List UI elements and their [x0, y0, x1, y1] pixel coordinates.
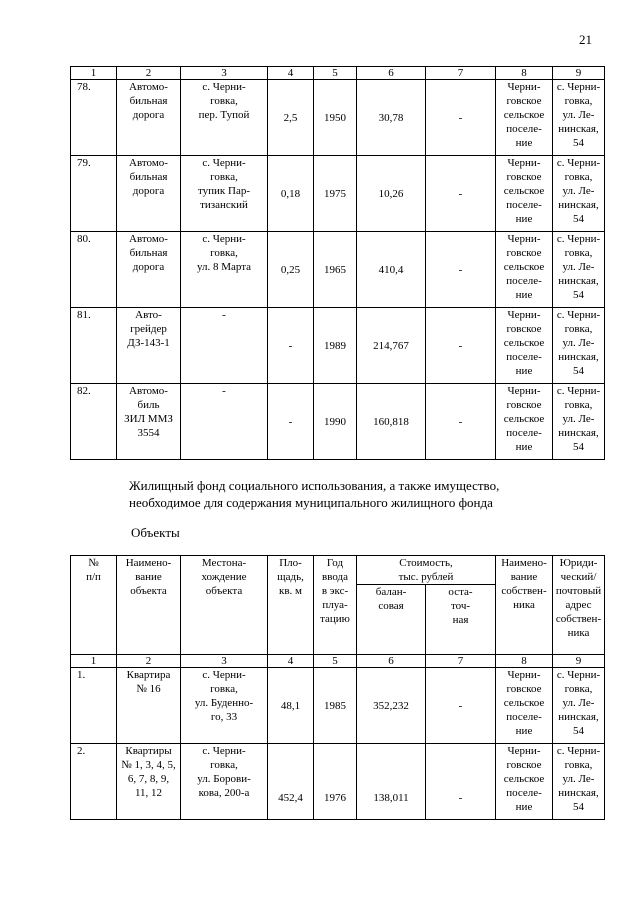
page-number: 21 — [579, 32, 592, 47]
owner-address: с. Черни- говка, ул. Ле- нинская, 54 — [553, 384, 605, 460]
header-object-name: Наимено- вание объекта — [117, 556, 181, 655]
object-year: 1975 — [314, 156, 357, 232]
object-location: с. Черни- говка, ул. Буденно- го, 33 — [181, 668, 268, 744]
column-index: 6 — [357, 655, 426, 668]
balance-cost: 10,26 — [357, 156, 426, 232]
balance-cost: 160,818 — [357, 384, 426, 460]
table-row — [71, 308, 605, 384]
residual-cost: - — [426, 668, 496, 744]
object-area: - — [268, 308, 314, 384]
row-number: 82. — [71, 384, 117, 460]
object-location: с. Черни- говка, ул. Борови- кова, 200-а — [181, 744, 268, 820]
owner-address: с. Черни- говка, ул. Ле- нинская, 54 — [553, 308, 605, 384]
column-index: 3 — [181, 655, 268, 668]
column-index: 2 — [117, 67, 181, 80]
object-name: Автомо- бильная дорога — [117, 156, 181, 232]
column-index-row — [71, 67, 605, 80]
residual-cost: - — [426, 156, 496, 232]
owner-name: Черни- говское сельское поселе- ние — [496, 384, 553, 460]
row-number: 78. — [71, 80, 117, 156]
object-year: 1985 — [314, 668, 357, 744]
object-area: - — [268, 384, 314, 460]
object-area: 452,4 — [268, 744, 314, 820]
object-year: 1965 — [314, 232, 357, 308]
object-area: 0,18 — [268, 156, 314, 232]
header-cost: Стоимость, тыс. рублей — [357, 556, 496, 585]
residual-cost: - — [426, 744, 496, 820]
owner-name: Черни- говское сельское поселе- ние — [496, 668, 553, 744]
object-name: Автомо- бильная дорога — [117, 232, 181, 308]
column-index: 4 — [268, 67, 314, 80]
residual-cost: - — [426, 384, 496, 460]
object-location: - — [181, 384, 268, 460]
balance-cost: 30,78 — [357, 80, 426, 156]
object-location: - — [181, 308, 268, 384]
header-area: Пло- щадь, кв. м — [268, 556, 314, 655]
header-number: № п/п — [71, 556, 117, 655]
object-name: Квартиры № 1, 3, 4, 5, 6, 7, 8, 9, 11, 12 — [117, 744, 181, 820]
housing-fund-table — [70, 555, 605, 820]
column-index: 4 — [268, 655, 314, 668]
column-index: 7 — [426, 655, 496, 668]
object-area: 2,5 — [268, 80, 314, 156]
column-index: 5 — [314, 655, 357, 668]
row-number: 80. — [71, 232, 117, 308]
header-year: Год ввода в экс- плуа- тацию — [314, 556, 357, 655]
table-row — [71, 384, 605, 460]
table-row — [71, 232, 605, 308]
column-index: 3 — [181, 67, 268, 80]
object-name: Автомо- биль ЗИЛ ММЗ 3554 — [117, 384, 181, 460]
table-row — [71, 744, 605, 820]
object-name: Автомо- бильная дорога — [117, 80, 181, 156]
column-index: 1 — [71, 67, 117, 80]
owner-name: Черни- говское сельское поселе- ние — [496, 744, 553, 820]
balance-cost: 214,767 — [357, 308, 426, 384]
balance-cost: 138,011 — [357, 744, 426, 820]
column-index: 9 — [553, 67, 605, 80]
column-index: 5 — [314, 67, 357, 80]
object-area: 0,25 — [268, 232, 314, 308]
object-year: 1950 — [314, 80, 357, 156]
owner-name: Черни- говское сельское поселе- ние — [496, 232, 553, 308]
column-index: 8 — [496, 67, 553, 80]
object-year: 1989 — [314, 308, 357, 384]
object-location: с. Черни- говка, ул. 8 Марта — [181, 232, 268, 308]
owner-name: Черни- говское сельское поселе- ние — [496, 308, 553, 384]
column-index: 8 — [496, 655, 553, 668]
row-number: 1. — [71, 668, 117, 744]
owner-name: Черни- говское сельское поселе- ние — [496, 80, 553, 156]
column-index: 7 — [426, 67, 496, 80]
header-residual: оста- точ- ная — [426, 585, 496, 655]
table-row — [71, 80, 605, 156]
object-name: Квартира № 16 — [117, 668, 181, 744]
balance-cost: 352,232 — [357, 668, 426, 744]
residual-cost: - — [426, 308, 496, 384]
subheading: Объекты — [131, 525, 180, 540]
object-area: 48,1 — [268, 668, 314, 744]
owner-address: с. Черни- говка, ул. Ле- нинская, 54 — [553, 232, 605, 308]
column-index-row — [71, 655, 605, 668]
header-location: Местона- хождение объекта — [181, 556, 268, 655]
residual-cost: - — [426, 80, 496, 156]
owner-address: с. Черни- говка, ул. Ле- нинская, 54 — [553, 156, 605, 232]
table-row — [71, 156, 605, 232]
balance-cost: 410,4 — [357, 232, 426, 308]
column-index: 1 — [71, 655, 117, 668]
object-year: 1990 — [314, 384, 357, 460]
column-index: 6 — [357, 67, 426, 80]
column-index: 2 — [117, 655, 181, 668]
owner-address: с. Черни- говка, ул. Ле- нинская, 54 — [553, 80, 605, 156]
header-address: Юриди- ческий/ почтовый адрес собствен- ника — [553, 556, 605, 655]
object-year: 1976 — [314, 744, 357, 820]
column-index: 9 — [553, 655, 605, 668]
section-heading: Жилищный фонд социального использования, а также имущество, необходимое для содержания муниципального жилищного фонда — [129, 478, 500, 510]
owner-address: с. Черни- говка, ул. Ле- нинская, 54 — [553, 668, 605, 744]
residual-cost: - — [426, 232, 496, 308]
object-location: с. Черни- говка, пер. Тупой — [181, 80, 268, 156]
owner-address: с. Черни- говка, ул. Ле- нинская, 54 — [553, 744, 605, 820]
row-number: 81. — [71, 308, 117, 384]
owner-name: Черни- говское сельское поселе- ние — [496, 156, 553, 232]
property-table-continued — [70, 66, 605, 460]
table-row — [71, 668, 605, 744]
object-location: с. Черни- говка, тупик Пар- тизанский — [181, 156, 268, 232]
header-row — [71, 556, 605, 585]
object-name: Авто- грейдер ДЗ-143-1 — [117, 308, 181, 384]
row-number: 79. — [71, 156, 117, 232]
header-owner: Наимено- вание собствен- ника — [496, 556, 553, 655]
row-number: 2. — [71, 744, 117, 820]
header-balance: балан- совая — [357, 585, 426, 655]
